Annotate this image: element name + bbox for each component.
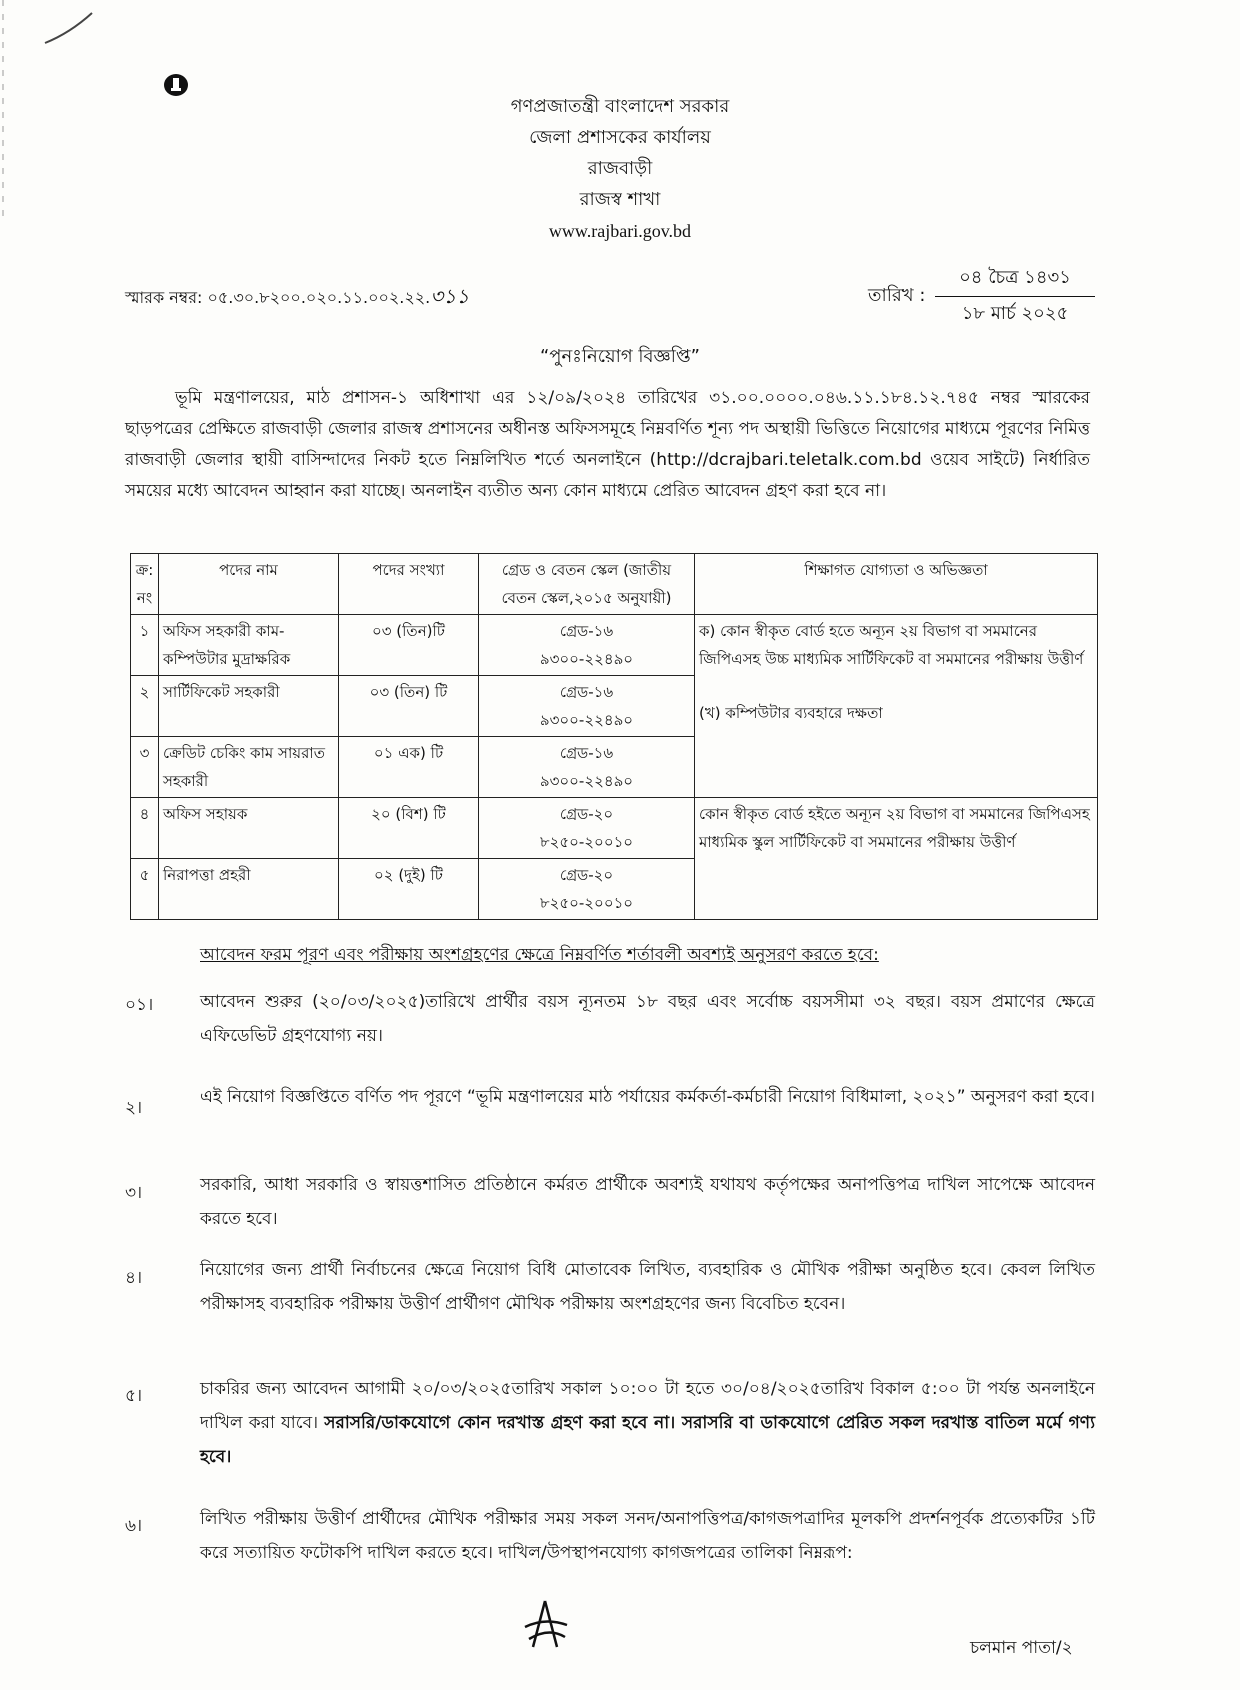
- posts-table: [130, 553, 1098, 920]
- cell-post: অফিস সহকারী কাম-কম্পিউটার মুদ্রাক্ষরিক: [159, 615, 339, 676]
- cell-qualification-group-a: [695, 615, 1098, 798]
- cell-serial: ৩: [131, 737, 159, 798]
- intro-paragraph: ভূমি মন্ত্রণালয়ের, মাঠ প্রশাসন-১ অধিশাখা এর ১২/০৯/২০২৪ তারিখের ৩১.০০.০০০০.০৪৬.১১.১৮৪.১২.৭৪৫ নম্বর স্মারকের ছাড়পত্রের প্রেক্ষিতে রাজবাড়ী জেলার রাজস্ব প্রশাসনের অধীনস্ত অফিসসমূহে নিম্নবর্ণিত শূন্য পদ অস্থায়ী ভিত্তিতে নিয়োগের মাধ্যমে পূরণের নিমিত্ত রাজবাড়ী জেলার স্থায়ী বাসিন্দাদের নিকট হতে নিম্নলিখিত শর্তে অনলাইনে (http://dcrajbari.teletalk.com.bd ওয়েব সাইটে) নির্ধারিত সময়ের মধ্যে আবেদন আহ্বান করা যাচ্ছে। অনলাইন ব্যতীত অন্য কোন মাধ্যমে প্রেরিত আবেদন গ্রহণ করা হবে না।: [125, 388, 1090, 501]
- condition-text: সরকারি, আধা সরকারি ও স্বায়ত্তশাসিত প্রতিষ্ঠানে কর্মরত প্রার্থীকে অবশ্যই যথাযথ কর্তৃপক্ষের অনাপত্তিপত্র দাখিল সাপেক্ষে আবেদন করতে হবে।: [200, 1175, 1095, 1229]
- office-title: জেলা প্রশাসকের কার্যালয়: [529, 127, 711, 148]
- condition-number: ৪।: [125, 1268, 143, 1288]
- grade-text: গ্রেড-১৬: [559, 744, 614, 762]
- cell-post: সার্টিফিকেট সহকারী: [159, 676, 339, 737]
- cell-serial: ৫: [131, 859, 159, 920]
- condition-number: ২।: [125, 1098, 143, 1118]
- cell-post: নিরাপত্তা প্রহরী: [159, 859, 339, 920]
- date-bangla: ০৪ চৈত্র ১৪৩১: [935, 263, 1095, 297]
- cell-serial: ১: [131, 615, 159, 676]
- ministry-title: গণপ্রজাতন্ত্রী বাংলাদেশ সরকার: [510, 96, 730, 117]
- scale-text: ৯৩০০-২২৪৯০: [539, 650, 634, 668]
- condition-number: ৬।: [125, 1516, 143, 1536]
- cell-grade: [479, 737, 695, 798]
- cell-serial: ৪: [131, 798, 159, 859]
- grade-text: গ্রেড-১৬: [559, 622, 614, 640]
- qualification-a: ক) কোন স্বীকৃত বোর্ড হতে অন্যূন ২য় বিভাগ বা সমমানের জিপিএসহ উচ্চ মাধ্যমিক সার্টিফিকেট বা সমমানের পরীক্ষায় উত্তীর্ণ: [699, 622, 1084, 668]
- branch-name: রাজস্ব শাখা: [579, 189, 661, 210]
- cell-count: ০৩ (তিন) টি: [339, 676, 479, 737]
- memo-handwritten-number: ৩১১: [430, 284, 470, 308]
- col-header-serial: ক্র: নং: [131, 554, 159, 615]
- condition-text-bold: সরাসরি/ডাকযোগে কোন দরখাস্ত গ্রহণ করা হবে না। সরাসরি বা ডাকযোগে প্রেরিত সকল দরখাস্ত বাতিল মর্মে গণ্য হবে।: [200, 1413, 1095, 1467]
- conditions-heading: আবেদন ফরম পূরণ এবং পরীক্ষায় অংশগ্রহণের ক্ষেত্রে নিম্নবর্ণিত শর্তাবলী অবশ্যই অনুসরণ করতে হবে:: [200, 945, 879, 965]
- continued-page-note: চলমান পাতা/২: [970, 1638, 1073, 1658]
- cell-grade: [479, 615, 695, 676]
- notice-title: “পুনঃনিয়োগ বিজ্ঞপ্তি”: [539, 346, 700, 367]
- cell-grade: [479, 676, 695, 737]
- table-header-row: [131, 554, 1098, 615]
- memo-label: স্মারক নম্বর: ০৫.৩০.৮২০০.০২০.১১.০০২.২২.: [125, 288, 431, 307]
- website-link[interactable]: www.rajbari.gov.bd: [548, 221, 692, 241]
- cell-grade: [479, 798, 695, 859]
- grade-text: গ্রেড-২০: [559, 866, 614, 884]
- cell-serial: ২: [131, 676, 159, 737]
- cell-qualification-group-b: কোন স্বীকৃত বোর্ড হইতে অন্যূন ২য় বিভাগ বা সমমানের জিপিএসহ মাধ্যমিক স্কুল সার্টিফিকেট বা সমমানের পরীক্ষায় উত্তীর্ণ: [695, 798, 1098, 920]
- condition-text: আবেদন শুরুর (২০/০৩/২০২৫)তারিখে প্রার্থীর বয়স ন্যূনতম ১৮ বছর এবং সর্বোচ্চ বয়সসীমা ৩২ বছর। বয়স প্রমাণের ক্ষেত্রে এফিডেভিট গ্রহণযোগ্য নয়।: [200, 992, 1095, 1046]
- district-name: রাজবাড়ী: [587, 158, 653, 179]
- condition-number: ৫।: [125, 1386, 143, 1406]
- cell-post: অফিস সহায়ক: [159, 798, 339, 859]
- cell-grade: [479, 859, 695, 920]
- date-label: তারিখ :: [868, 285, 926, 306]
- cell-count: ০৩ (তিন)টি: [339, 615, 479, 676]
- condition-text: নিয়োগের জন্য প্রার্থী নির্বাচনের ক্ষেত্রে নিয়োগ বিধি মোতাবেক লিখিত, ব্যবহারিক ও মৌখিক পরীক্ষা অনুষ্ঠিত হবে। কেবল লিখিত পরীক্ষাসহ ব্যবহারিক পরীক্ষায় উত্তীর্ণ প্রার্থীগণ মৌখিক পরীক্ষায় অংশগ্রহণের জন্য বিবেচিত হবেন।: [200, 1260, 1095, 1314]
- grade-text: গ্রেড-১৬: [559, 683, 614, 701]
- qualification-b: (খ) কম্পিউটার ব্যবহারে দক্ষতা: [699, 704, 883, 722]
- col-header-post: পদের নাম: [159, 554, 339, 615]
- pen-stroke-mark: [40, 8, 100, 48]
- condition-text: [200, 1372, 1095, 1474]
- scale-text: ৯৩০০-২২৪৯০: [539, 772, 634, 790]
- condition-text: এই নিয়োগ বিজ্ঞপ্তিতে বর্ণিত পদ পূরণে “ভূমি মন্ত্রণালয়ের মাঠ পর্যায়ের কর্মকর্তা-কর্মচারী নিয়োগ বিধিমালা, ২০২১” অনুসরণ করা হবে।: [200, 1087, 1095, 1107]
- grade-text: গ্রেড-২০: [559, 805, 614, 823]
- col-header-count: পদের সংখ্যা: [339, 554, 479, 615]
- col-header-grade: গ্রেড ও বেতন স্কেল (জাতীয় বেতন স্কেল,২০১৫ অনুযায়ী): [479, 554, 695, 615]
- scale-text: ৮২৫০-২০০১০: [539, 894, 634, 912]
- scale-text: ৯৩০০-২২৪৯০: [539, 711, 634, 729]
- condition-number: ৩।: [125, 1183, 143, 1203]
- table-row: [131, 615, 1098, 676]
- signature-initial: [515, 1597, 575, 1653]
- cell-count: ২০ (বিশ) টি: [339, 798, 479, 859]
- condition-text-regular: চাকরির জন্য আবেদন আগামী ২০/০৩/২০২৫তারিখ সকাল ১০:০০ টা হতে ৩০/০৪/২০২৫তারিখ বিকাল ৫:০০ টা পর্যন্ত অনলাইনে দাখিল করা যাবে।: [200, 1379, 1095, 1433]
- date-fraction: [935, 263, 1095, 330]
- cell-post: ক্রেডিট চেকিং কাম সায়রাত সহকারী: [159, 737, 339, 798]
- cell-count: ০২ (দুই) টি: [339, 859, 479, 920]
- cell-count: ০১ এক) টি: [339, 737, 479, 798]
- memo-number: [125, 282, 469, 315]
- condition-text: লিখিত পরীক্ষায় উত্তীর্ণ প্রার্থীদের মৌখিক পরীক্ষার সময় সকল সনদ/অনাপত্তিপত্র/কাগজপত্রাদির মূলকপি প্রদর্শনপূর্বক প্রত্যেকটির ১টি করে সত্যায়িত ফটোকপি দাখিল করতে হবে। দাখিল/উপস্থাপনযোগ্য কাগজপত্রের তালিকা নিম্নরূপ:: [200, 1509, 1095, 1563]
- date-english: ১৮ মার্চ ২০২৫: [961, 303, 1069, 324]
- table-row: [131, 798, 1098, 859]
- scale-text: ৮২৫০-২০০১০: [539, 833, 634, 851]
- col-header-qualification: শিক্ষাগত যোগ্যতা ও অভিজ্ঞতা: [695, 554, 1098, 615]
- condition-number: ০১।: [125, 995, 154, 1015]
